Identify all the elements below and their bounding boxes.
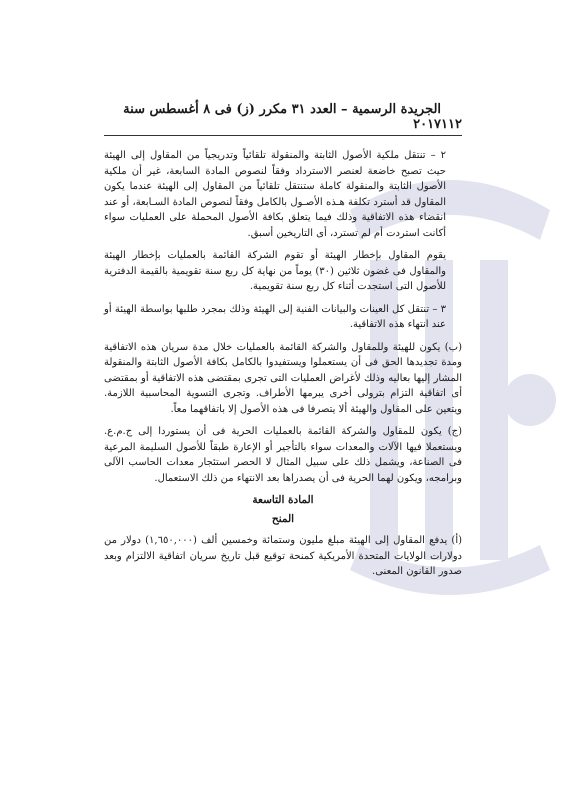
paragraph-asset-ownership: ٢ – تنتقل ملكية الأصول الثابتة والمنقولة تلقائياً وتدريجياً من المقاول إلى الهيئة حيث تصبح خاضعة لعنصر الاسترداد وفقاً لنصوص المادة السابعة، غير أن ملكية الأصول الثابتة والمنقولة كاملة ستنتقل تلقائياً من المقاول إلى الهيئة عندما يكون المقاول قد أسترد تكلفة هـذه الأصـول بالكامل وفقاً لنصوص المادة السـابعة، أو عند انقضاء هذه الاتفاقية وذلك فيما يتعلق بكافة الأصول المحملة على العمليات سواء أكانت استردت أم لم تسترد، أى التاريخين أسبق. xyxy=(104,150,446,239)
paragraph-samples-data: ٣ – تنتقل كل العينات والبيانات الفنية إلى الهيئة وذلك بمجرد طلبها بواسطة الهيئة أو عند انتهاء هذه الاتفاقية. xyxy=(104,303,446,330)
header-title: الجريدة الرسمية – العدد ٣١ مكرر (ز) فى ٨ أغسطس سنة ٢٠١٧ xyxy=(123,102,442,132)
page-header xyxy=(104,102,462,132)
article-subheading: المنح xyxy=(271,512,295,525)
paragraph-a-signature-bonus: (أ) يدفع المقاول إلى الهيئة مبلغ مليون وستمائة وخمسين ألف (١,٦٥٠,٠٠٠) دولار من دولارات الولايات المتحدة الأمريكية كمنحة توقيع قبل تاريخ سريان اتفاقية الالتزام وبعد صدور القانون المعنى. xyxy=(104,535,463,577)
page-number: ١١٢ xyxy=(441,117,462,132)
article-heading: المادة التاسعة xyxy=(252,494,314,506)
header-divider xyxy=(104,135,462,136)
paragraph-c-equipment: (ج) يكون للمقاول والشركة القائمة بالعمليات الحرية فى أن يستوردا إلى ج.م.ع. ويستعملا فيها الآلات والمعدات سواء بالتأجير أو الإعارة طبقاً للأصول السليمة المرعية فى الصناعة، ويشمل ذلك على سبيل المثال لا الحصر استئجار معدات الحاسب الآلى وبرامجه، ويكون لهما الحرية فى أن يصدراها بعد الانتهاء من ذلك الاستعمال. xyxy=(104,426,462,484)
paragraph-notification: يقوم المقاول بإخطار الهيئة أو تقوم الشركة القائمة بالعمليات بإخطار الهيئة والمقاول فى غضون ثلاثين (٣٠) يوماً من نهاية كل ربع سنة تقويمية بالقيمة الدفترية للأصول التى استجدت أثناء كل ربع سنة تقويمية. xyxy=(104,250,446,292)
document-body xyxy=(104,148,462,587)
paragraph-b-usage-rights: (ب) يكون للهيئة وللمقاول والشركة القائمة بالعمليات خلال مدة سريان هذه الاتفاقية ومدة تجديدها الحق فى أن يستعملوا ويستفيدوا بالكامل بكافة الأصول الثابتة والمنقولة المشار إليها بعاليه وذلك لأغراض العمليات التى تجرى بمقتضى هذه الاتفاقية أو بمقتضى أى اتفاقية التزام بترولى أخرى يبرمها الأطراف. وتجرى التسوية المحاسبية اللازمة. ويتعين على المقاول والهيئة ألا يتصرفا فى هذه الأصول إلا باتفاقهما معاً. xyxy=(104,341,462,415)
